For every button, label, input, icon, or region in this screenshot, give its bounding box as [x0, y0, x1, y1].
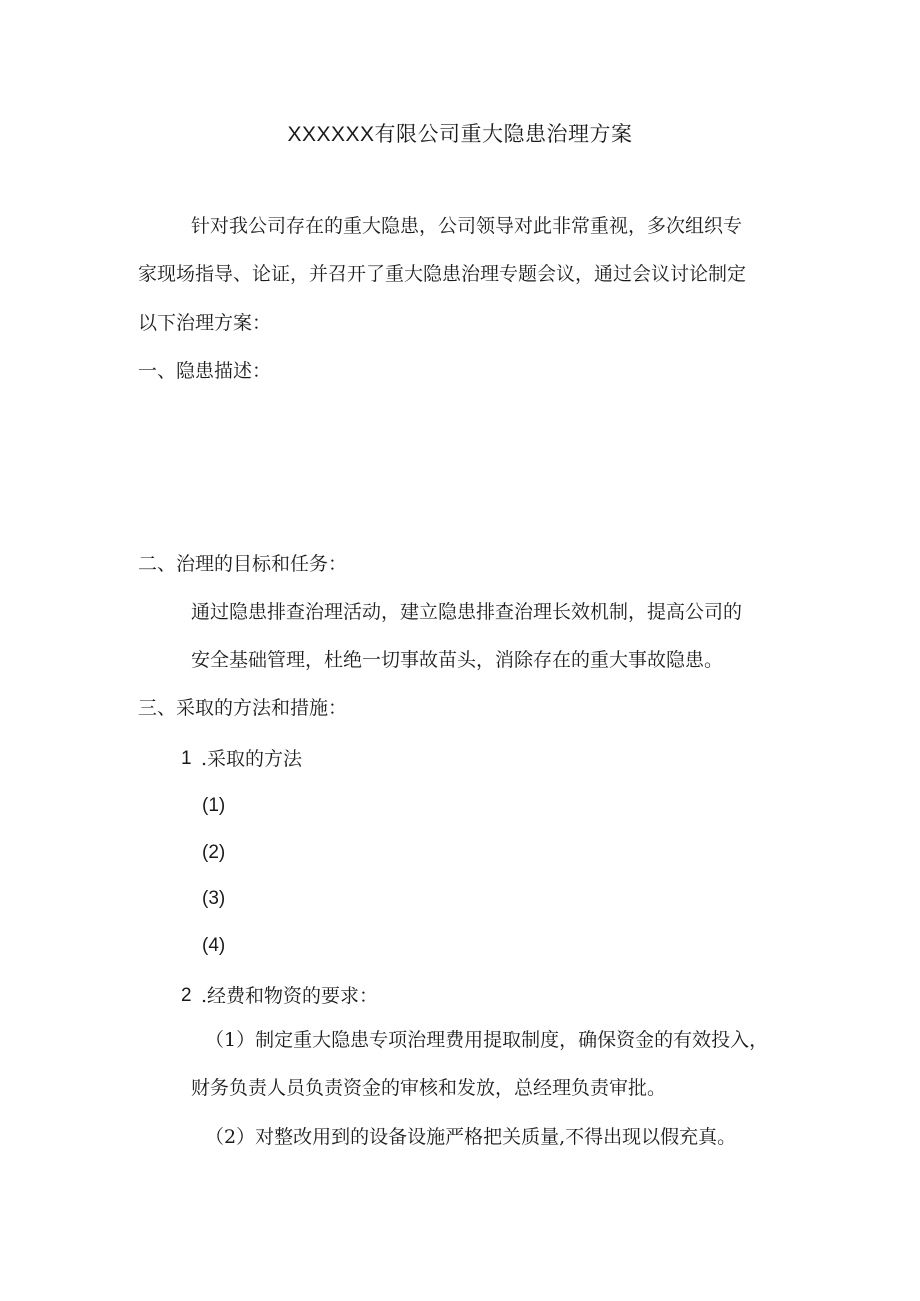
section-3-heading: 三、采取的方法和措施：	[138, 697, 348, 719]
section-1-heading: 一、隐患描述：	[138, 360, 272, 382]
section-2-body-line-1: 通过隐患排查治理活动，建立隐患排查治理长效机制，提高公司的	[191, 601, 743, 623]
funding-item-2: （2）对整改用到的设备设施严格把关质量,不得出现以假充真。	[205, 1126, 737, 1148]
section-2-heading: 二、治理的目标和任务：	[138, 553, 348, 575]
intro-line-1: 针对我公司存在的重大隐患，公司领导对此非常重视，多次组织专	[191, 215, 743, 237]
method-item-2: (2)	[202, 842, 226, 863]
method-item-3: (3)	[202, 888, 226, 909]
subsection-1-number: 1	[181, 748, 192, 769]
intro-line-2: 家现场指导、论证，并召开了重大隐患治理专题会议，通过会议讨论制定	[138, 263, 747, 285]
section-2-body-line-2: 安全基础管理，杜绝一切事故苗头，消除存在的重大事故隐患。	[191, 649, 724, 671]
method-item-4: (4)	[202, 935, 226, 956]
subsection-2-number: 2	[181, 985, 192, 1006]
subsection-2-label: .经费和物资的要求：	[201, 985, 379, 1007]
funding-item-1-line-2: 财务负责人员负责资金的审核和发放，总经理负责审批。	[191, 1077, 667, 1099]
method-item-1: (1)	[202, 795, 226, 816]
document-title: XXXXXX有限公司重大隐患治理方案	[287, 123, 633, 146]
intro-line-3: 以下治理方案：	[138, 312, 272, 334]
subsection-1-label: .采取的方法	[201, 748, 303, 770]
funding-item-1-line-1: （1）制定重大隐患专项治理费用提取制度，确保资金的有效投入，	[205, 1029, 769, 1051]
